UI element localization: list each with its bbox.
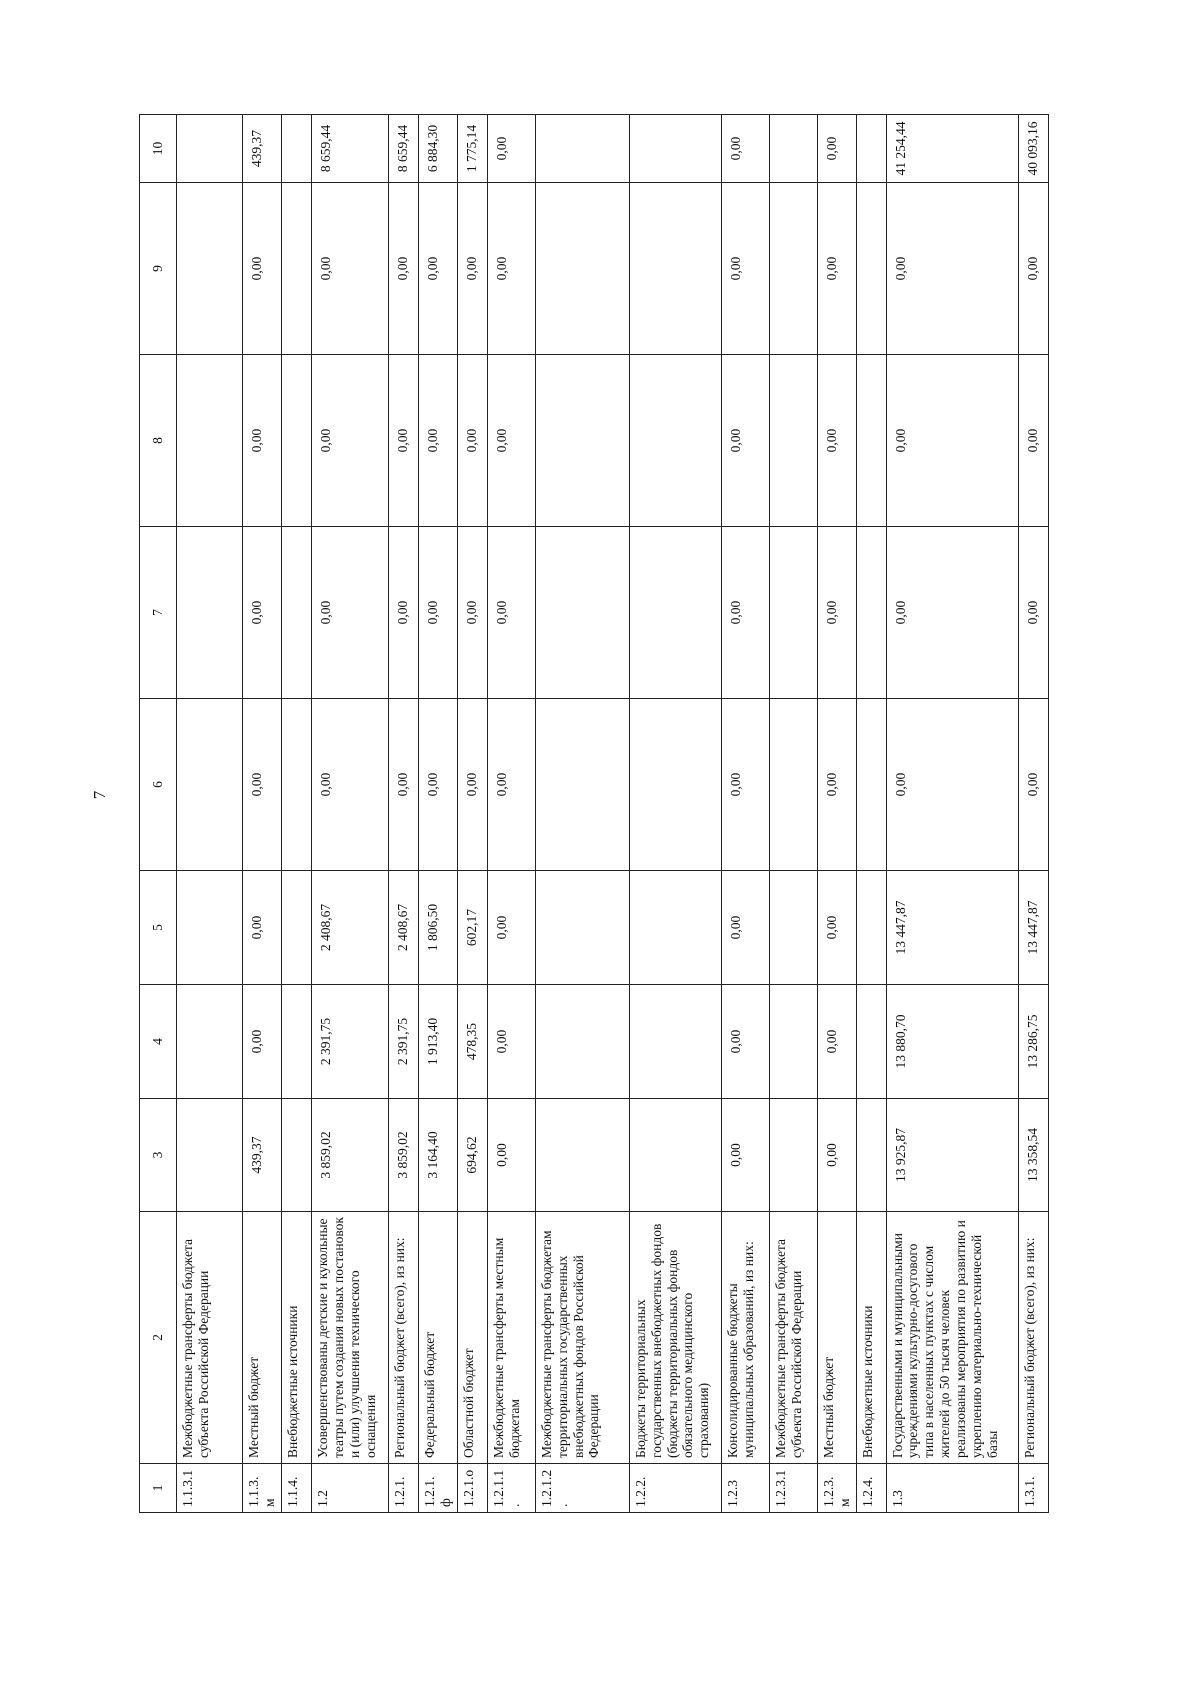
row-code-cell: 1.2.1. — [388, 1464, 418, 1513]
row-code-cell: 1.2.2. — [629, 1464, 721, 1513]
value-cell-9 — [769, 183, 817, 355]
row-description-cell: Региональный бюджет (всего), из них: — [388, 1212, 418, 1464]
value-cell-10: 6 884,30 — [418, 115, 457, 183]
value-cell-6: 0,00 — [886, 699, 1018, 871]
table-row — [418, 115, 457, 1513]
row-code-cell: 1.1.4. — [281, 1464, 311, 1513]
value-cell-9: 0,00 — [487, 183, 535, 355]
value-cell-4: 0,00 — [721, 985, 769, 1099]
value-cell-4 — [856, 985, 886, 1099]
value-cell-10: 40 093,16 — [1018, 115, 1048, 183]
row-description-cell: Консолидированные бюджеты муниципальных образований, из них: — [721, 1212, 769, 1464]
value-cell-10 — [535, 115, 629, 183]
value-cell-9 — [177, 183, 243, 355]
value-cell-10: 41 254,44 — [886, 115, 1018, 183]
value-cell-3: 13 925,87 — [886, 1099, 1018, 1212]
value-cell-5: 0,00 — [243, 871, 282, 985]
row-code-cell: 1.2.1.2. — [535, 1464, 629, 1513]
row-description-cell: Внебюджетные источники — [281, 1212, 311, 1464]
value-cell-7 — [769, 527, 817, 699]
value-cell-9: 0,00 — [886, 183, 1018, 355]
header-cell: 1 — [140, 1464, 177, 1513]
value-cell-3 — [177, 1099, 243, 1212]
value-cell-3 — [535, 1099, 629, 1212]
value-cell-7 — [535, 527, 629, 699]
value-cell-9: 0,00 — [388, 183, 418, 355]
value-cell-5 — [177, 871, 243, 985]
row-description-cell: Межбюджетные трансферты бюджета субъекта Российской Федерации — [177, 1212, 243, 1464]
value-cell-3: 694,62 — [457, 1099, 487, 1212]
row-description-cell: Федеральный бюджет — [418, 1212, 457, 1464]
value-cell-8: 0,00 — [457, 355, 487, 527]
value-cell-6: 0,00 — [817, 699, 856, 871]
value-cell-7: 0,00 — [418, 527, 457, 699]
value-cell-3: 0,00 — [817, 1099, 856, 1212]
table-row — [856, 115, 886, 1513]
value-cell-10: 0,00 — [487, 115, 535, 183]
value-cell-5 — [535, 871, 629, 985]
value-cell-9 — [281, 183, 311, 355]
value-cell-4 — [281, 985, 311, 1099]
row-code-cell: 1.2.3.м — [817, 1464, 856, 1513]
value-cell-6: 0,00 — [721, 699, 769, 871]
value-cell-4: 2 391,75 — [388, 985, 418, 1099]
value-cell-7: 0,00 — [388, 527, 418, 699]
value-cell-5: 2 408,67 — [388, 871, 418, 985]
header-cell: 6 — [140, 699, 177, 871]
value-cell-3: 13 358,54 — [1018, 1099, 1048, 1212]
value-cell-7: 0,00 — [886, 527, 1018, 699]
value-cell-8: 0,00 — [1018, 355, 1048, 527]
value-cell-7: 0,00 — [243, 527, 282, 699]
row-code-cell: 1.2.3.1 — [769, 1464, 817, 1513]
value-cell-9: 0,00 — [418, 183, 457, 355]
header-cell: 8 — [140, 355, 177, 527]
value-cell-6: 0,00 — [311, 699, 388, 871]
value-cell-10: 8 659,44 — [388, 115, 418, 183]
header-cell: 3 — [140, 1099, 177, 1212]
value-cell-3: 3 859,02 — [388, 1099, 418, 1212]
row-code-cell: 1.2.1.1. — [487, 1464, 535, 1513]
value-cell-6 — [535, 699, 629, 871]
row-code-cell: 1.2 — [311, 1464, 388, 1513]
table-row — [311, 115, 388, 1513]
value-cell-10 — [281, 115, 311, 183]
row-description-cell: Бюджеты территориальных государственных внебюджетных фондов (бюджеты территориальных фондов обязательного медицинского страхования) — [629, 1212, 721, 1464]
row-code-cell: 1.1.3.1 — [177, 1464, 243, 1513]
value-cell-6: 0,00 — [388, 699, 418, 871]
value-cell-3: 3 164,40 — [418, 1099, 457, 1212]
header-row — [140, 115, 177, 1513]
value-cell-6: 0,00 — [1018, 699, 1048, 871]
header-cell: 2 — [140, 1212, 177, 1464]
value-cell-6 — [856, 699, 886, 871]
value-cell-8 — [856, 355, 886, 527]
value-cell-5 — [281, 871, 311, 985]
value-cell-4: 13 286,75 — [1018, 985, 1048, 1099]
row-description-cell: Межбюджетные трансферты бюджетам территориальных государственных внебюджетных фондов Российской Федерации — [535, 1212, 629, 1464]
table-row — [721, 115, 769, 1513]
value-cell-9: 0,00 — [311, 183, 388, 355]
row-description-cell: Межбюджетные трансферты местным бюджетам — [487, 1212, 535, 1464]
value-cell-4: 0,00 — [243, 985, 282, 1099]
value-cell-10 — [856, 115, 886, 183]
row-code-cell: 1.2.1.о — [457, 1464, 487, 1513]
value-cell-4: 2 391,75 — [311, 985, 388, 1099]
table-row — [817, 115, 856, 1513]
value-cell-9: 0,00 — [817, 183, 856, 355]
value-cell-9: 0,00 — [243, 183, 282, 355]
row-description-cell: Областной бюджет — [457, 1212, 487, 1464]
row-code-cell: 1.2.1.ф — [418, 1464, 457, 1513]
value-cell-10: 0,00 — [817, 115, 856, 183]
value-cell-8: 0,00 — [388, 355, 418, 527]
value-cell-5: 1 806,50 — [418, 871, 457, 985]
rotated-table-container — [139, 115, 1061, 1513]
value-cell-4: 478,35 — [457, 985, 487, 1099]
table-row — [886, 115, 1018, 1513]
value-cell-10: 439,37 — [243, 115, 282, 183]
value-cell-10: 0,00 — [721, 115, 769, 183]
row-description-cell: Региональный бюджет (всего), из них: — [1018, 1212, 1048, 1464]
value-cell-7: 0,00 — [721, 527, 769, 699]
row-description-cell: Усовершенствованы детские и кукольные театры путем создания новых постановок и (или) улучшения технического оснащения — [311, 1212, 388, 1464]
value-cell-7 — [856, 527, 886, 699]
value-cell-9: 0,00 — [721, 183, 769, 355]
value-cell-10 — [769, 115, 817, 183]
table-row — [535, 115, 629, 1513]
value-cell-5 — [629, 871, 721, 985]
table-row — [388, 115, 418, 1513]
value-cell-5: 0,00 — [487, 871, 535, 985]
table-row — [177, 115, 243, 1513]
table-row — [629, 115, 721, 1513]
row-code-cell: 1.3 — [886, 1464, 1018, 1513]
value-cell-10: 1 775,14 — [457, 115, 487, 183]
value-cell-3 — [769, 1099, 817, 1212]
value-cell-10 — [629, 115, 721, 183]
value-cell-7 — [177, 527, 243, 699]
header-cell: 9 — [140, 183, 177, 355]
value-cell-4: 0,00 — [487, 985, 535, 1099]
budget-table — [139, 114, 1049, 1513]
value-cell-4: 13 880,70 — [886, 985, 1018, 1099]
value-cell-8 — [281, 355, 311, 527]
value-cell-7: 0,00 — [1018, 527, 1048, 699]
value-cell-3: 0,00 — [487, 1099, 535, 1212]
row-description-cell: Местный бюджет — [243, 1212, 282, 1464]
row-code-cell: 1.2.4. — [856, 1464, 886, 1513]
value-cell-9 — [535, 183, 629, 355]
value-cell-5: 602,17 — [457, 871, 487, 985]
page-number: 7 — [90, 790, 109, 800]
value-cell-6 — [177, 699, 243, 871]
value-cell-9 — [629, 183, 721, 355]
header-cell: 5 — [140, 871, 177, 985]
row-code-cell: 1.3.1. — [1018, 1464, 1048, 1513]
value-cell-10: 8 659,44 — [311, 115, 388, 183]
value-cell-8: 0,00 — [721, 355, 769, 527]
header-cell: 7 — [140, 527, 177, 699]
value-cell-3: 439,37 — [243, 1099, 282, 1212]
value-cell-7: 0,00 — [487, 527, 535, 699]
row-description-cell: Государственными и муниципальными учреждениями культурно-досугового типа в населенных пунктах с числом жителей до 50 тысяч человек реализованы мероприятия по развитию и укреплению материально-технической базы — [886, 1212, 1018, 1464]
value-cell-5: 2 408,67 — [311, 871, 388, 985]
value-cell-6: 0,00 — [418, 699, 457, 871]
value-cell-8 — [769, 355, 817, 527]
value-cell-3: 0,00 — [721, 1099, 769, 1212]
value-cell-5: 0,00 — [721, 871, 769, 985]
value-cell-6 — [281, 699, 311, 871]
value-cell-3 — [856, 1099, 886, 1212]
value-cell-4 — [177, 985, 243, 1099]
value-cell-4: 1 913,40 — [418, 985, 457, 1099]
value-cell-9: 0,00 — [457, 183, 487, 355]
value-cell-6: 0,00 — [457, 699, 487, 871]
value-cell-5: 0,00 — [817, 871, 856, 985]
table-row — [281, 115, 311, 1513]
value-cell-8 — [177, 355, 243, 527]
value-cell-8: 0,00 — [487, 355, 535, 527]
value-cell-3 — [629, 1099, 721, 1212]
row-description-cell: Внебюджетные источники — [856, 1212, 886, 1464]
header-cell: 4 — [140, 985, 177, 1099]
value-cell-6 — [629, 699, 721, 871]
value-cell-7: 0,00 — [311, 527, 388, 699]
table-row — [243, 115, 282, 1513]
value-cell-5 — [856, 871, 886, 985]
value-cell-8: 0,00 — [817, 355, 856, 527]
value-cell-5 — [769, 871, 817, 985]
value-cell-8: 0,00 — [243, 355, 282, 527]
value-cell-9: 0,00 — [1018, 183, 1048, 355]
value-cell-8: 0,00 — [418, 355, 457, 527]
value-cell-6 — [769, 699, 817, 871]
value-cell-9 — [856, 183, 886, 355]
value-cell-4 — [769, 985, 817, 1099]
value-cell-3: 3 859,02 — [311, 1099, 388, 1212]
value-cell-5: 13 447,87 — [886, 871, 1018, 985]
row-code-cell: 1.2.3 — [721, 1464, 769, 1513]
value-cell-8: 0,00 — [886, 355, 1018, 527]
value-cell-8: 0,00 — [311, 355, 388, 527]
value-cell-8 — [629, 355, 721, 527]
value-cell-7: 0,00 — [457, 527, 487, 699]
value-cell-7 — [629, 527, 721, 699]
header-cell: 10 — [140, 115, 177, 183]
value-cell-6: 0,00 — [243, 699, 282, 871]
value-cell-4 — [629, 985, 721, 1099]
row-description-cell: Межбюджетные трансферты бюджета субъекта Российской Федерации — [769, 1212, 817, 1464]
value-cell-3 — [281, 1099, 311, 1212]
table-row — [457, 115, 487, 1513]
value-cell-8 — [535, 355, 629, 527]
table-row — [487, 115, 535, 1513]
value-cell-5: 13 447,87 — [1018, 871, 1048, 985]
table-row — [1018, 115, 1048, 1513]
table-row — [769, 115, 817, 1513]
value-cell-4 — [535, 985, 629, 1099]
value-cell-4: 0,00 — [817, 985, 856, 1099]
value-cell-7 — [281, 527, 311, 699]
value-cell-6: 0,00 — [487, 699, 535, 871]
value-cell-10 — [177, 115, 243, 183]
value-cell-7: 0,00 — [817, 527, 856, 699]
row-code-cell: 1.1.3.м — [243, 1464, 282, 1513]
row-description-cell: Местный бюджет — [817, 1212, 856, 1464]
